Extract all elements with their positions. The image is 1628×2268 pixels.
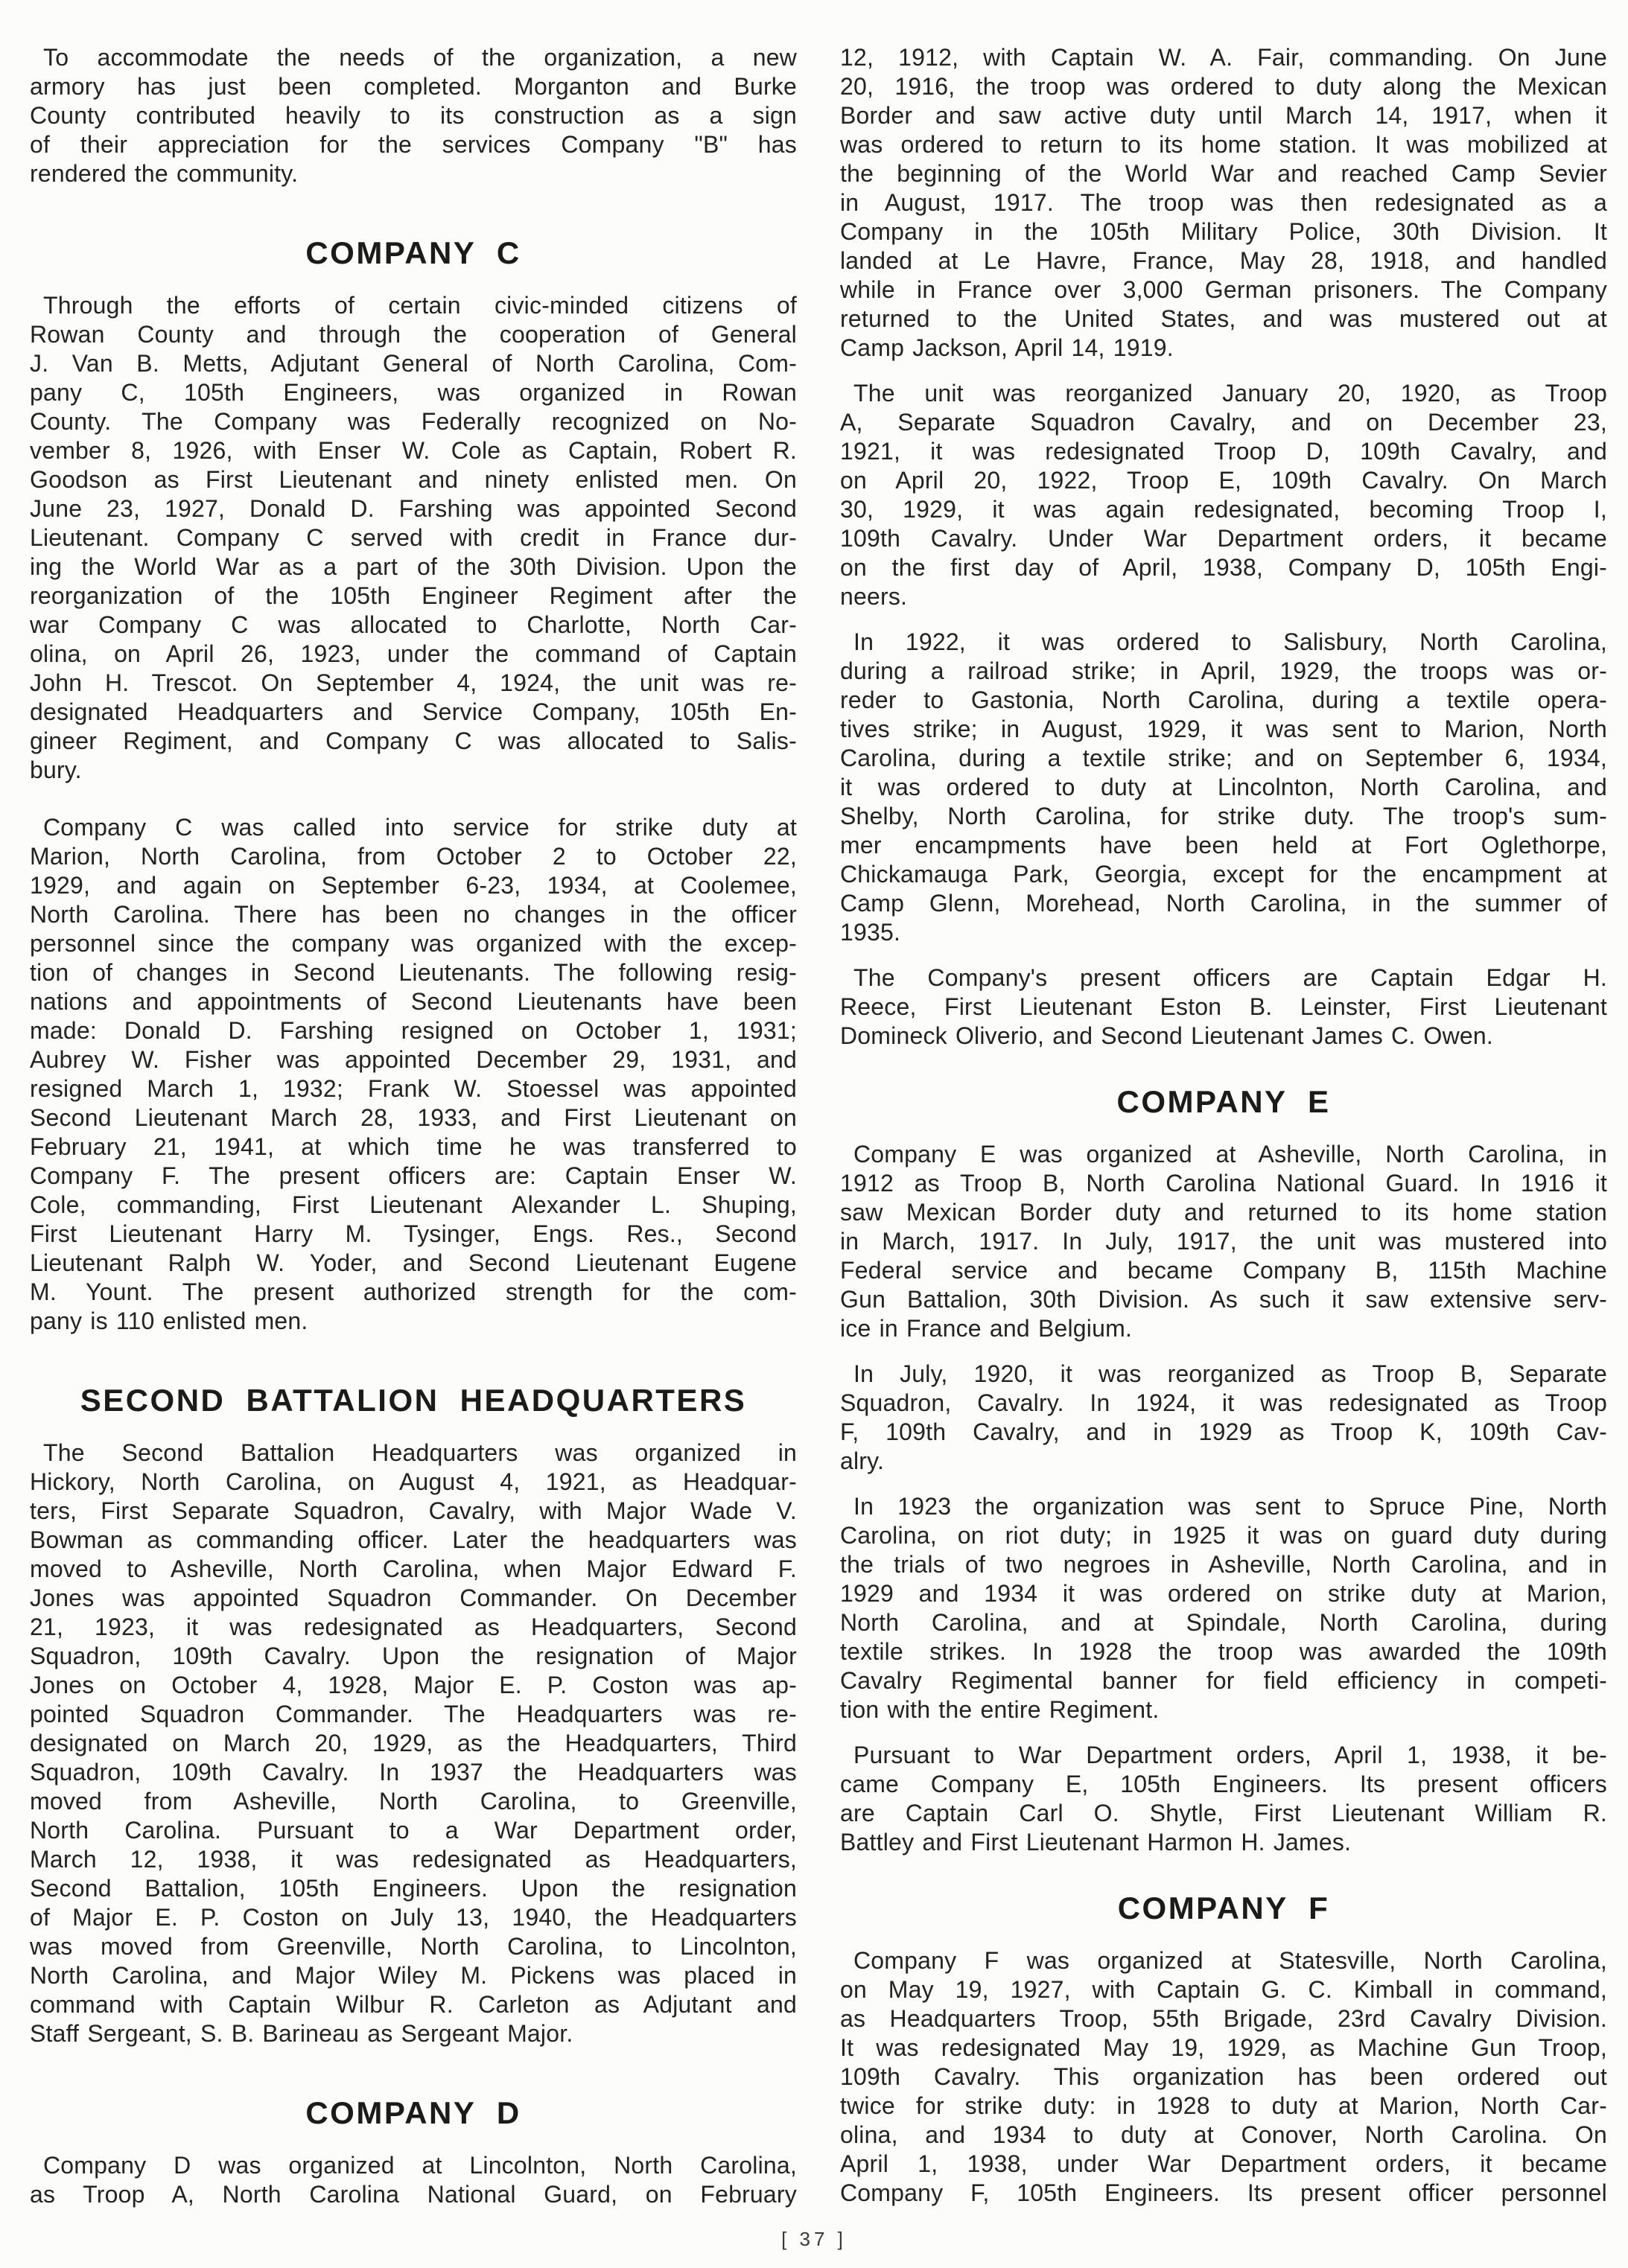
text-line: pany is 110 enlisted men. <box>30 1307 308 1334</box>
text-line: Chickamauga Park, Georgia, except for the encampment at <box>840 861 1607 888</box>
text-line: Gun Battalion, 30th Division. As such it saw extensive serv- <box>840 1286 1607 1313</box>
text-line: Cole, commanding, First Lieutenant Alexander L. Shuping, <box>30 1191 797 1218</box>
text-line: bury. <box>30 756 82 783</box>
text-line: olina, on April 26, 1923, under the command of Captain <box>30 640 797 667</box>
text-line: pany C, 105th Engineers, was organized in Rowan <box>30 379 797 406</box>
text-line: April 1, 1938, under War Department orders, it became <box>840 2150 1607 2177</box>
text-line: It was redesignated May 19, 1929, as Machine Gun Troop, <box>840 2034 1607 2061</box>
text-line: North Carolina, and Major Wiley M. Pickens was placed in <box>30 1962 797 1989</box>
text-line: command with Captain Wilbur R. Carleton as Adjutant and <box>30 1991 797 2018</box>
text-line: on May 19, 1927, with Captain G. C. Kimball in command, <box>840 1976 1607 2003</box>
text-line: moved from Asheville, North Carolina, to Greenville, <box>30 1788 797 1815</box>
text-line: Cavalry Regimental banner for field efficiency in competi- <box>840 1667 1607 1694</box>
paragraph-company-d-officers <box>840 963 1607 1051</box>
text-line: Reece, First Lieutenant Eston B. Leinster, First Lieutenant <box>840 993 1607 1020</box>
paragraph-company-d-start <box>30 2151 797 2209</box>
text-line: Jones was appointed Squadron Commander. On December <box>30 1584 797 1611</box>
text-line: rendered the community. <box>30 160 299 187</box>
text-line: To accommodate the needs of the organization, a new <box>43 44 797 71</box>
text-line: pointed Squadron Commander. The Headquarters was re- <box>30 1701 797 1727</box>
right-column <box>840 43 1607 2224</box>
text-line: landed at Le Havre, France, May 28, 1918, and handled <box>840 247 1607 274</box>
text-line: In 1923 the organization was sent to Spruce Pine, North <box>853 1493 1607 1520</box>
text-line: of their appreciation for the services Company "B" has <box>30 131 797 158</box>
text-line: nations and appointments of Second Lieutenants have been <box>30 988 797 1015</box>
text-line: returned to the United States, and was mustered out at <box>840 305 1607 332</box>
text-line: resigned March 1, 1932; Frank W. Stoessel was appointed <box>30 1075 797 1102</box>
text-line: was moved from Greenville, North Carolina, to Lincolnton, <box>30 1933 797 1960</box>
text-line: Camp Jackson, April 14, 1919. <box>840 334 1174 361</box>
text-line: during a railroad strike; in April, 1929, the troops was or- <box>840 657 1607 684</box>
text-line: are Captain Carl O. Shytle, First Lieutenant William R. <box>840 1800 1607 1826</box>
text-line: armory has just been completed. Morganton and Burke <box>30 73 797 100</box>
text-line: in August, 1917. The troop was then redesignated as a <box>840 189 1607 216</box>
text-line: ing the World War as a part of the 30th Division. Upon the <box>30 553 797 580</box>
paragraph-company-e-duty <box>840 1492 1607 1724</box>
text-line: reder to Gastonia, North Carolina, during a textile opera- <box>840 687 1607 713</box>
text-line: 30, 1929, it was again redesignated, becoming Troop I, <box>840 496 1607 523</box>
text-line: J. Van B. Metts, Adjutant General of North Carolina, Com- <box>30 350 797 377</box>
text-line: gineer Regiment, and Company C was allocated to Salis- <box>30 727 797 754</box>
text-line: February 21, 1941, at which time he was transferred to <box>30 1133 797 1160</box>
text-line: moved to Asheville, North Carolina, when Major Edward F. <box>30 1555 797 1582</box>
text-line: Squadron, 109th Cavalry. Upon the resignation of Major <box>30 1643 797 1669</box>
text-line: 1929, and again on September 6-23, 1934, at Coolemee, <box>30 872 797 899</box>
text-line: olina, and 1934 to duty at Conover, North Carolina. On <box>840 2121 1607 2148</box>
text-line: Carolina, on riot duty; in 1925 it was on guard duty during <box>840 1522 1607 1549</box>
text-line: Camp Glenn, Morehead, North Carolina, in the summer of <box>840 890 1607 917</box>
text-line: Lieutenant Ralph W. Yoder, and Second Lieutenant Eugene <box>30 1249 797 1276</box>
text-line: Shelby, North Carolina, for strike duty. The troop's sum- <box>840 803 1607 829</box>
paragraph-company-f-history <box>840 1946 1607 2208</box>
paragraph-company-e-officers <box>840 1741 1607 1857</box>
text-line: tion of changes in Second Lieutenants. The following resig- <box>30 959 797 986</box>
paragraph-company-e-history <box>840 1140 1607 1343</box>
text-line: saw Mexican Border duty and returned to its home station <box>840 1199 1607 1226</box>
text-line: 1929 and 1934 it was ordered on strike duty at Marion, <box>840 1580 1607 1607</box>
text-line: Company F, 105th Engineers. Its present officer personnel <box>840 2179 1607 2206</box>
section-heading-second-battalion: SECOND BATTALION HEADQUARTERS <box>80 1383 747 1418</box>
text-line: Bowman as commanding officer. Later the headquarters was <box>30 1526 797 1553</box>
text-line: ters, First Separate Squadron, Cavalry, with Major Wade V. <box>30 1497 797 1524</box>
text-line: it was ordered to duty at Lincolnton, North Carolina, and <box>840 774 1607 800</box>
text-line: Second Battalion, 105th Engineers. Upon the resignation <box>30 1875 797 1902</box>
text-line: was ordered to return to its home station. It was mobilized at <box>840 131 1607 158</box>
text-line: Through the efforts of certain civic-minded citizens of <box>43 292 797 319</box>
text-line: The Company's present officers are Captain Edgar H. <box>853 964 1607 991</box>
paragraph-company-d-strike-duty <box>840 628 1607 947</box>
text-line: Goodson as First Lieutenant and ninety enlisted men. On <box>30 466 797 493</box>
text-line: Company in the 105th Military Police, 30th Division. It <box>840 218 1607 245</box>
text-line: Second Lieutenant March 28, 1933, and First Lieutenant on <box>30 1104 797 1131</box>
text-line: as Troop A, North Carolina National Guard, on February <box>30 2181 797 2208</box>
text-line: First Lieutenant Harry M. Tysinger, Engs. Res., Second <box>30 1220 797 1247</box>
text-line: on April 20, 1922, Troop E, 109th Cavalry. On March <box>840 467 1607 494</box>
text-line: personnel since the company was organized with the excep- <box>30 930 797 957</box>
text-line: vember 8, 1926, with Enser W. Cole as Captain, Robert R. <box>30 437 797 464</box>
text-line: twice for strike duty: in 1928 to duty at Marion, North Car- <box>840 2092 1607 2119</box>
text-line: 109th Cavalry. This organization has been ordered out <box>840 2063 1607 2090</box>
text-line: the beginning of the World War and reached Camp Sevier <box>840 160 1607 187</box>
text-line: 1912 as Troop B, North Carolina National Guard. In 1916 it <box>840 1170 1607 1197</box>
paragraph-company-d-continued <box>840 43 1607 363</box>
text-line: North Carolina. There has been no changes in the officer <box>30 901 797 928</box>
text-line: June 23, 1927, Donald D. Farshing was appointed Second <box>30 495 797 522</box>
text-line: Company C was called into service for strike duty at <box>43 814 797 841</box>
text-line: tion with the entire Regiment. <box>840 1696 1160 1723</box>
text-line: while in France over 3,000 German prisoners. The Company <box>840 276 1607 303</box>
text-line: alry. <box>840 1447 885 1474</box>
text-line: made: Donald D. Farshing resigned on October 1, 1931; <box>30 1017 797 1044</box>
section-heading-company-e: COMPANY E <box>1116 1084 1331 1119</box>
text-line: Company E was organized at Asheville, North Carolina, in <box>853 1141 1607 1168</box>
text-line: The unit was reorganized January 20, 1920, as Troop <box>853 380 1607 407</box>
text-line: as Headquarters Troop, 55th Brigade, 23rd Cavalry Division. <box>840 2005 1607 2032</box>
paragraph-company-d-reorganization <box>840 379 1607 611</box>
text-line: on the first day of April, 1938, Company D, 105th Engi- <box>840 554 1607 581</box>
text-line: textile strikes. In 1928 the troop was awarded the 109th <box>840 1638 1607 1665</box>
text-line: In 1922, it was ordered to Salisbury, North Carolina, <box>853 628 1607 655</box>
text-line: neers. <box>840 583 908 610</box>
text-line: of Major E. P. Coston on July 13, 1940, the Headquarters <box>30 1904 797 1931</box>
text-line: F, 109th Cavalry, and in 1929 as Troop K, 109th Cav- <box>840 1418 1607 1445</box>
text-line: 21, 1923, it was redesignated as Headquarters, Second <box>30 1614 797 1640</box>
text-line: Federal service and became Company B, 115th Machine <box>840 1257 1607 1284</box>
text-line: war Company C was allocated to Charlotte, North Car- <box>30 611 797 638</box>
text-line: 12, 1912, with Captain W. A. Fair, commanding. On June <box>840 44 1607 71</box>
text-line: North Carolina. Pursuant to a War Department order, <box>30 1817 797 1844</box>
text-line: reorganization of the 105th Engineer Regiment after the <box>30 582 797 609</box>
text-line: tives strike; in August, 1929, it was sent to Marion, North <box>840 716 1607 742</box>
text-line: County. The Company was Federally recognized on No- <box>30 408 797 435</box>
paragraph-company-e-reorganization <box>840 1360 1607 1476</box>
text-line: North Carolina, and at Spindale, North Carolina, during <box>840 1609 1607 1636</box>
text-line: designated on March 20, 1929, as the Headquarters, Third <box>30 1730 797 1756</box>
text-line: Domineck Oliverio, and Second Lieutenant James C. Owen. <box>840 1022 1493 1049</box>
text-line: Hickory, North Carolina, on August 4, 1921, as Headquar- <box>30 1468 797 1495</box>
text-line: John H. Trescot. On September 4, 1924, the unit was re- <box>30 669 797 696</box>
text-line: in March, 1917. In July, 1917, the unit was mustered into <box>840 1228 1607 1255</box>
text-line: Border and saw active duty until March 14, 1917, when it <box>840 102 1607 129</box>
text-line: County contributed heavily to its construction as a sign <box>30 102 797 129</box>
text-line: Lieutenant. Company C served with credit in France dur- <box>30 524 797 551</box>
text-line: Carolina, during a textile strike; and on September 6, 1934, <box>840 745 1607 771</box>
text-line: Marion, North Carolina, from October 2 to October 22, <box>30 843 797 870</box>
page-number: [ 37 ] <box>781 2228 847 2250</box>
text-line: ice in France and Belgium. <box>840 1315 1133 1342</box>
text-line: Jones on October 4, 1928, Major E. P. Coston was ap- <box>30 1672 797 1698</box>
section-heading-company-f: COMPANY F <box>1117 1890 1330 1925</box>
text-line: The Second Battalion Headquarters was organized in <box>43 1439 797 1466</box>
text-line: M. Yount. The present authorized strength for the com- <box>30 1278 797 1305</box>
text-line: designated Headquarters and Service Company, 105th En- <box>30 698 797 725</box>
paragraph-second-battalion <box>30 1439 797 2048</box>
text-line: Company F. The present officers are: Captain Enser W. <box>30 1162 797 1189</box>
text-line: Battley and First Lieutenant Harmon H. James. <box>840 1829 1352 1856</box>
text-line: A, Separate Squadron Cavalry, and on December 23, <box>840 409 1607 436</box>
text-line: Pursuant to War Department orders, April 1, 1938, it be- <box>853 1742 1607 1768</box>
text-line: the trials of two negroes in Asheville, North Carolina, and in <box>840 1551 1607 1578</box>
paragraph-company-c-service <box>30 813 797 1336</box>
paragraph-company-b-conclusion <box>30 43 797 188</box>
section-heading-company-d: COMPANY D <box>305 2095 521 2130</box>
paragraph-company-c-history <box>30 291 797 785</box>
text-line: 1921, it was redesignated Troop D, 109th Cavalry, and <box>840 438 1607 465</box>
text-line: Rowan County and through the cooperation of General <box>30 321 797 348</box>
text-line: Staff Sergeant, S. B. Barineau as Sergeant Major. <box>30 2020 573 2047</box>
text-line: In July, 1920, it was reorganized as Troop B, Separate <box>853 1360 1607 1387</box>
text-line: came Company E, 105th Engineers. Its present officers <box>840 1771 1607 1797</box>
text-line: Squadron, 109th Cavalry. In 1937 the Headquarters was <box>30 1759 797 1786</box>
left-column <box>30 43 797 2237</box>
text-line: Company D was organized at Lincolnton, North Carolina, <box>43 2152 797 2179</box>
text-line: mer encampments have been held at Fort Oglethorpe, <box>840 832 1607 859</box>
text-line: Squadron, Cavalry. In 1924, it was redesignated as Troop <box>840 1389 1607 1416</box>
text-line: Aubrey W. Fisher was appointed December 29, 1931, and <box>30 1046 797 1073</box>
text-line: 109th Cavalry. Under War Department orders, it became <box>840 525 1607 552</box>
text-line: March 12, 1938, it was redesignated as Headquarters, <box>30 1846 797 1873</box>
text-line: Company F was organized at Statesville, North Carolina, <box>853 1947 1607 1974</box>
text-line: 20, 1916, the troop was ordered to duty along the Mexican <box>840 73 1607 100</box>
section-heading-company-c: COMPANY C <box>305 235 521 270</box>
text-line: 1935. <box>840 919 901 946</box>
